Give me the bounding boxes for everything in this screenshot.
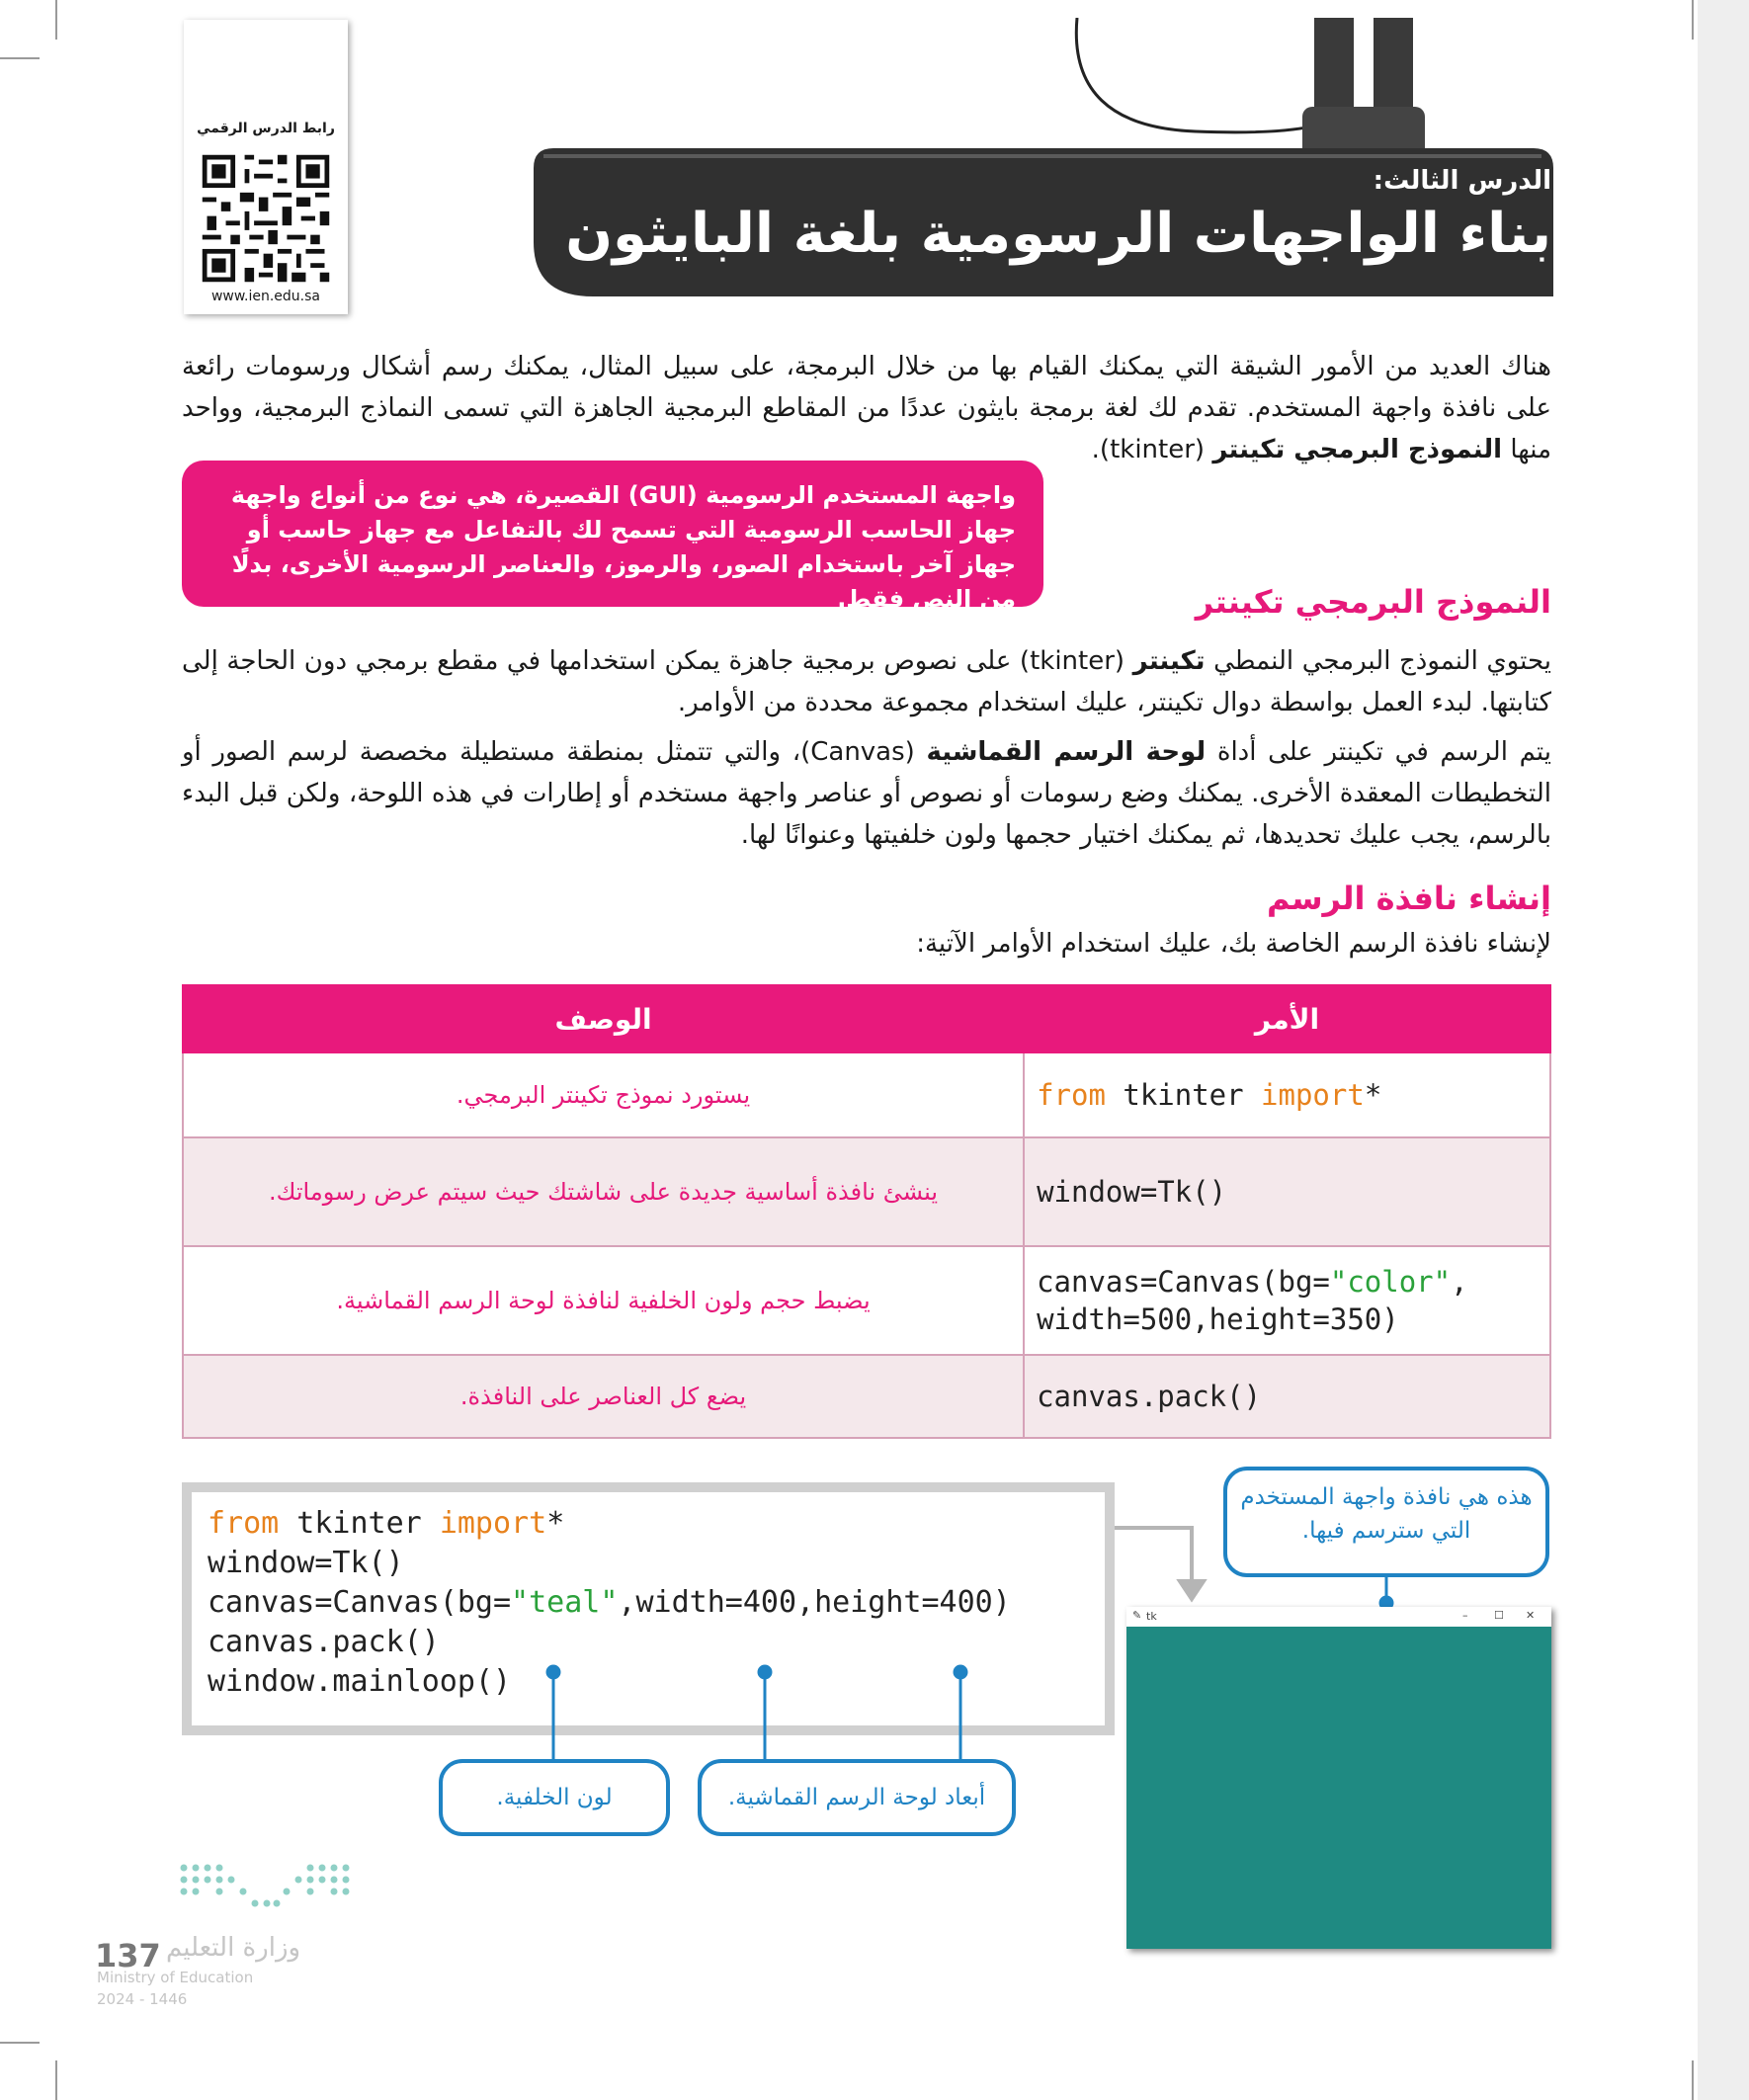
code-text: * (546, 1506, 565, 1541)
description-cell: ينشئ نافذة أساسية جديدة على شاشتك حيث سيتم عرض رسوماتك. (183, 1137, 1024, 1246)
intro-bold: النموذج البرمجي تكينتر (1212, 435, 1503, 464)
code-text: canvas=Canvas(bg= (208, 1585, 512, 1620)
tk-feather-icon: ✎ (1132, 1609, 1142, 1622)
close-icon[interactable]: ✕ (1526, 1609, 1536, 1622)
command-cell: canvas.pack() (1024, 1355, 1550, 1438)
tk-title: tk (1146, 1610, 1157, 1623)
callout-background: لون الخلفية. (439, 1759, 670, 1836)
ministry-year: 2024 - 1446 (97, 1990, 188, 2008)
p1-start: يحتوي النموذج البرمجي النمطي (1205, 646, 1552, 676)
code-text: * (1364, 1078, 1382, 1112)
description-cell: يستورد نموذج تكينتر البرمجي. (183, 1052, 1024, 1137)
string-literal: "color" (1329, 1265, 1452, 1299)
callout-dimensions: أبعاد لوحة الرسم القماشية. (698, 1759, 1016, 1836)
p1-bold: تكينتر (1132, 646, 1206, 676)
code-text: , (1451, 1265, 1468, 1299)
ministry-name-arabic: وزارة التعليم (166, 1933, 301, 1963)
minimize-icon[interactable]: – (1462, 1609, 1468, 1622)
header-description: الوصف (183, 985, 1024, 1052)
code-text: canvas.pack() (208, 1625, 440, 1659)
code-text: tkinter (279, 1506, 440, 1541)
description-cell: يضبط حجم ولون الخلفية لنافذة لوحة الرسم القماشية. (183, 1246, 1024, 1355)
tk-titlebar[interactable] (1126, 1607, 1551, 1627)
ministry-logo-icon (178, 1862, 352, 1907)
p2-start: يتم الرسم في تكينتر على أداة (1206, 737, 1551, 767)
section-heading-tkinter: النموذج البرمجي تكينتر (1195, 583, 1551, 621)
lesson-label: الدرس الثالث: (1373, 166, 1551, 196)
keyword: from (1037, 1078, 1106, 1112)
code-text: window.mainloop() (208, 1664, 512, 1699)
qr-url[interactable]: www.ien.edu.sa (210, 289, 321, 304)
code-text: window=Tk() (208, 1546, 404, 1580)
intro-text: هناك العديد من الأمور الشيقة التي يمكنك القيام بها من خلال البرمجة، على سبيل المثال، يمكنك رسم أشكال ورسومات رائعة على نافذة واجهة المستخدم. تقدم لك لغة برمجة بايثون عددًا من المقاطع البرمجية الجاهزة التي تسمى النماذج البرمجية، وواحد منها (182, 352, 1551, 464)
maximize-icon[interactable]: ☐ (1494, 1609, 1504, 1622)
code-text: canvas=Canvas(bg= (1037, 1265, 1330, 1299)
definition-text: واجهة المستخدم الرسومية (GUI) القصيرة، هي نوع من أنواع واجهة جهاز الحاسب الرسومية التي تسمح لك بالتفاعل مع جهاز حاسب أو جهاز آخر باستخدام الصور، والرموز، والعناصر الرسومية الأخرى، بدلًا من النص فقط. (230, 481, 1016, 613)
page-number: 137 (95, 1937, 161, 1974)
header-command: الأمر (1024, 985, 1550, 1052)
string-literal: "teal" (511, 1585, 619, 1620)
code-text: tkinter (1105, 1078, 1262, 1112)
callout-window: هذه هي نافذة واجهة المستخدم التي سترسم فيها. (1223, 1467, 1549, 1577)
ministry-name-english: Ministry of Education (97, 1969, 254, 1986)
page-title: بناء الواجهات الرسومية بلغة البايثون (565, 202, 1551, 266)
p2-bold: لوحة الرسم القماشية (926, 737, 1207, 767)
tk-canvas[interactable] (1126, 1627, 1551, 1949)
keyword: from (208, 1506, 280, 1541)
keyword: import (1261, 1078, 1365, 1112)
keyword: import (439, 1506, 547, 1541)
command-cell: window=Tk() (1024, 1137, 1550, 1246)
section-heading-window: إنشاء نافذة الرسم (1266, 880, 1551, 917)
p1-rest: (tkinter) على نصوص برمجية جاهزة يمكن استخدامها في مقطع برمجي دون الحاجة إلى كتابتها. لبدء العمل بواسطة دوال تكينتر، عليك استخدام مجموعة محددة من الأوامر. (182, 646, 1551, 717)
p2-rest: (Canvas)، والتي تتمثل بمنطقة مستطيلة مخصصة لرسم الصور أو التخطيطات المعقدة الأخرى. يمكنك وضع رسومات أو نصوص أو عناصر واجهة مستخدم أو إطارات في هذه اللوحة، ولكن قبل البدء بالرسم، يجب عليك تحديدها، ثم يمكنك اختيار حجمها ولون خلفيتها وعنوانًا لها. (182, 737, 1551, 850)
qr-caption: رابط الدرس الرقمي (197, 121, 335, 136)
code-text: width=500,height=350) (1037, 1302, 1399, 1336)
description-cell: يضع كل العناصر على النافذة. (183, 1355, 1024, 1438)
table-intro: لإنشاء نافذة الرسم الخاصة بك، عليك استخدام الأوامر الآتية: (916, 929, 1551, 959)
tk-window[interactable] (1126, 1607, 1551, 1949)
code-text: ,width=400,height=400) (618, 1585, 1011, 1620)
intro-end: (tkinter). (1091, 435, 1213, 464)
